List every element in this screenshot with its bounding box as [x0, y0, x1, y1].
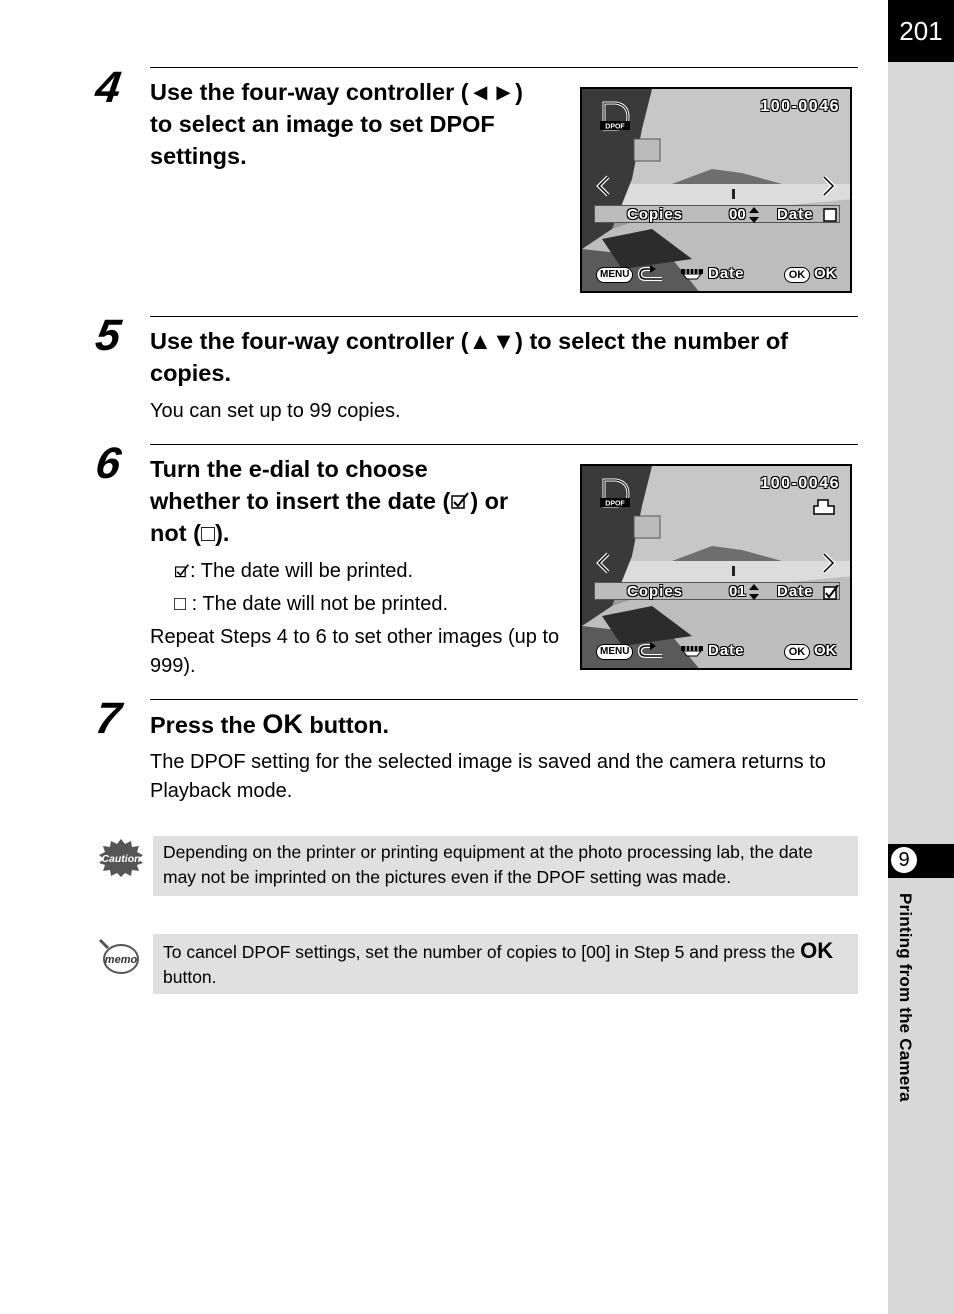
ok-label: OK — [814, 265, 837, 282]
ok-glyph: OK — [262, 709, 303, 739]
step-6-option-2: □ : The date will not be printed. — [174, 593, 449, 615]
screen-bottom-bar — [582, 638, 850, 668]
dial-date-label: Date — [708, 642, 745, 659]
step-5-body: You can set up to 99 copies. — [150, 400, 401, 422]
copies-bar[interactable] — [594, 582, 840, 600]
back-icon — [638, 265, 664, 283]
step-7-rule — [150, 699, 858, 700]
menu-button[interactable]: MENU — [596, 644, 633, 660]
step-5-rule — [150, 316, 858, 317]
step-7-heading-a: Press the — [150, 712, 263, 738]
step-6-heading-part-b: ) or — [470, 488, 509, 514]
file-number: 100-0046 — [760, 475, 840, 492]
caution-note: Depending on the printer or printing equipment at the photo processing lab, the date may not be imprinted on the pictures even if the DPOF setting was made. — [153, 836, 858, 896]
page-number: 201 — [888, 0, 954, 62]
menu-button[interactable]: MENU — [596, 267, 633, 283]
left-arrow-icon[interactable] — [596, 175, 610, 197]
copies-value[interactable]: 00 — [729, 206, 746, 223]
left-arrow-icon[interactable] — [596, 552, 610, 574]
memo-icon — [98, 938, 140, 976]
step-6-option-1-text: : The date will be printed. — [190, 560, 414, 582]
chapter-side-tab — [888, 0, 954, 1314]
ok-label: OK — [814, 642, 837, 659]
caution-icon — [98, 838, 144, 878]
step-6-heading-line-2 — [150, 485, 570, 517]
step-6-repeat: Repeat Steps 4 to 6 to set other images (up to 999). — [150, 626, 560, 677]
copies-label: Copies — [627, 583, 684, 600]
step-5-heading: Use the four-way controller (▲▼) to select the number of copies. — [150, 328, 789, 386]
right-arrow-icon[interactable] — [822, 552, 836, 574]
caution-icon-text: Caution — [101, 853, 141, 865]
checked-box-icon — [450, 491, 470, 511]
step-6-heading-line-3: not (□). — [150, 520, 230, 546]
step-7-heading-b: button. — [302, 712, 389, 738]
step-6-option-1 — [174, 557, 413, 586]
copies-bar[interactable] — [594, 205, 840, 223]
dial-date-label: Date — [708, 265, 745, 282]
memo-text-b: button. — [163, 967, 217, 987]
ok-button[interactable]: OK — [784, 644, 810, 660]
step-5-number: 5 — [92, 311, 124, 360]
camera-screen-1 — [580, 87, 852, 293]
e-dial-icon — [680, 645, 704, 657]
step-4-rule — [150, 67, 858, 68]
date-label: Date — [777, 206, 814, 223]
dpof-icon — [598, 476, 632, 510]
right-arrow-icon[interactable] — [822, 175, 836, 197]
memo-text-a: To cancel DPOF settings, set the number of copies to [00] in Step 5 and press the — [163, 942, 801, 962]
camera-screen-2 — [580, 464, 852, 670]
file-number: 100-0046 — [760, 98, 840, 115]
dpof-icon — [598, 99, 632, 133]
step-7-body: The DPOF setting for the selected image is saved and the camera returns to Playback mode. — [150, 751, 826, 802]
up-down-icon — [749, 584, 759, 600]
chapter-title: Printing from the Camera — [896, 893, 915, 1102]
dpof-logo-text: DPOF — [605, 123, 625, 131]
dpof-logo-text: DPOF — [605, 500, 625, 508]
memo-icon-text: memo — [104, 954, 138, 966]
copies-label: Copies — [627, 206, 684, 223]
checkbox-icon[interactable] — [823, 585, 839, 601]
step-6-rule — [150, 444, 858, 445]
chapter-number: 9 — [891, 847, 917, 873]
e-dial-icon — [680, 268, 704, 280]
screen-bottom-bar — [582, 261, 850, 291]
checked-box-icon — [174, 563, 190, 579]
step-6-heading-line-1: Turn the e-dial to choose — [150, 456, 428, 482]
step-7-number: 7 — [92, 694, 124, 743]
date-label: Date — [777, 583, 814, 600]
ok-glyph: OK — [800, 938, 834, 963]
copies-value[interactable]: 01 — [729, 583, 746, 600]
step-7-heading — [150, 708, 389, 741]
checkbox-icon[interactable] — [823, 208, 837, 222]
up-down-icon — [749, 207, 759, 223]
back-icon — [638, 642, 664, 660]
step-4-number: 4 — [92, 63, 124, 112]
ok-button[interactable]: OK — [784, 267, 810, 283]
memo-note — [153, 934, 858, 994]
step-6-number: 6 — [92, 439, 124, 488]
print-icon — [812, 498, 836, 516]
step-6-heading-part-a: whether to insert the date ( — [150, 488, 451, 514]
step-6-heading — [150, 453, 570, 549]
step-4-heading: Use the four-way controller (◄►) to select an image to set DPOF settings. — [150, 79, 523, 169]
